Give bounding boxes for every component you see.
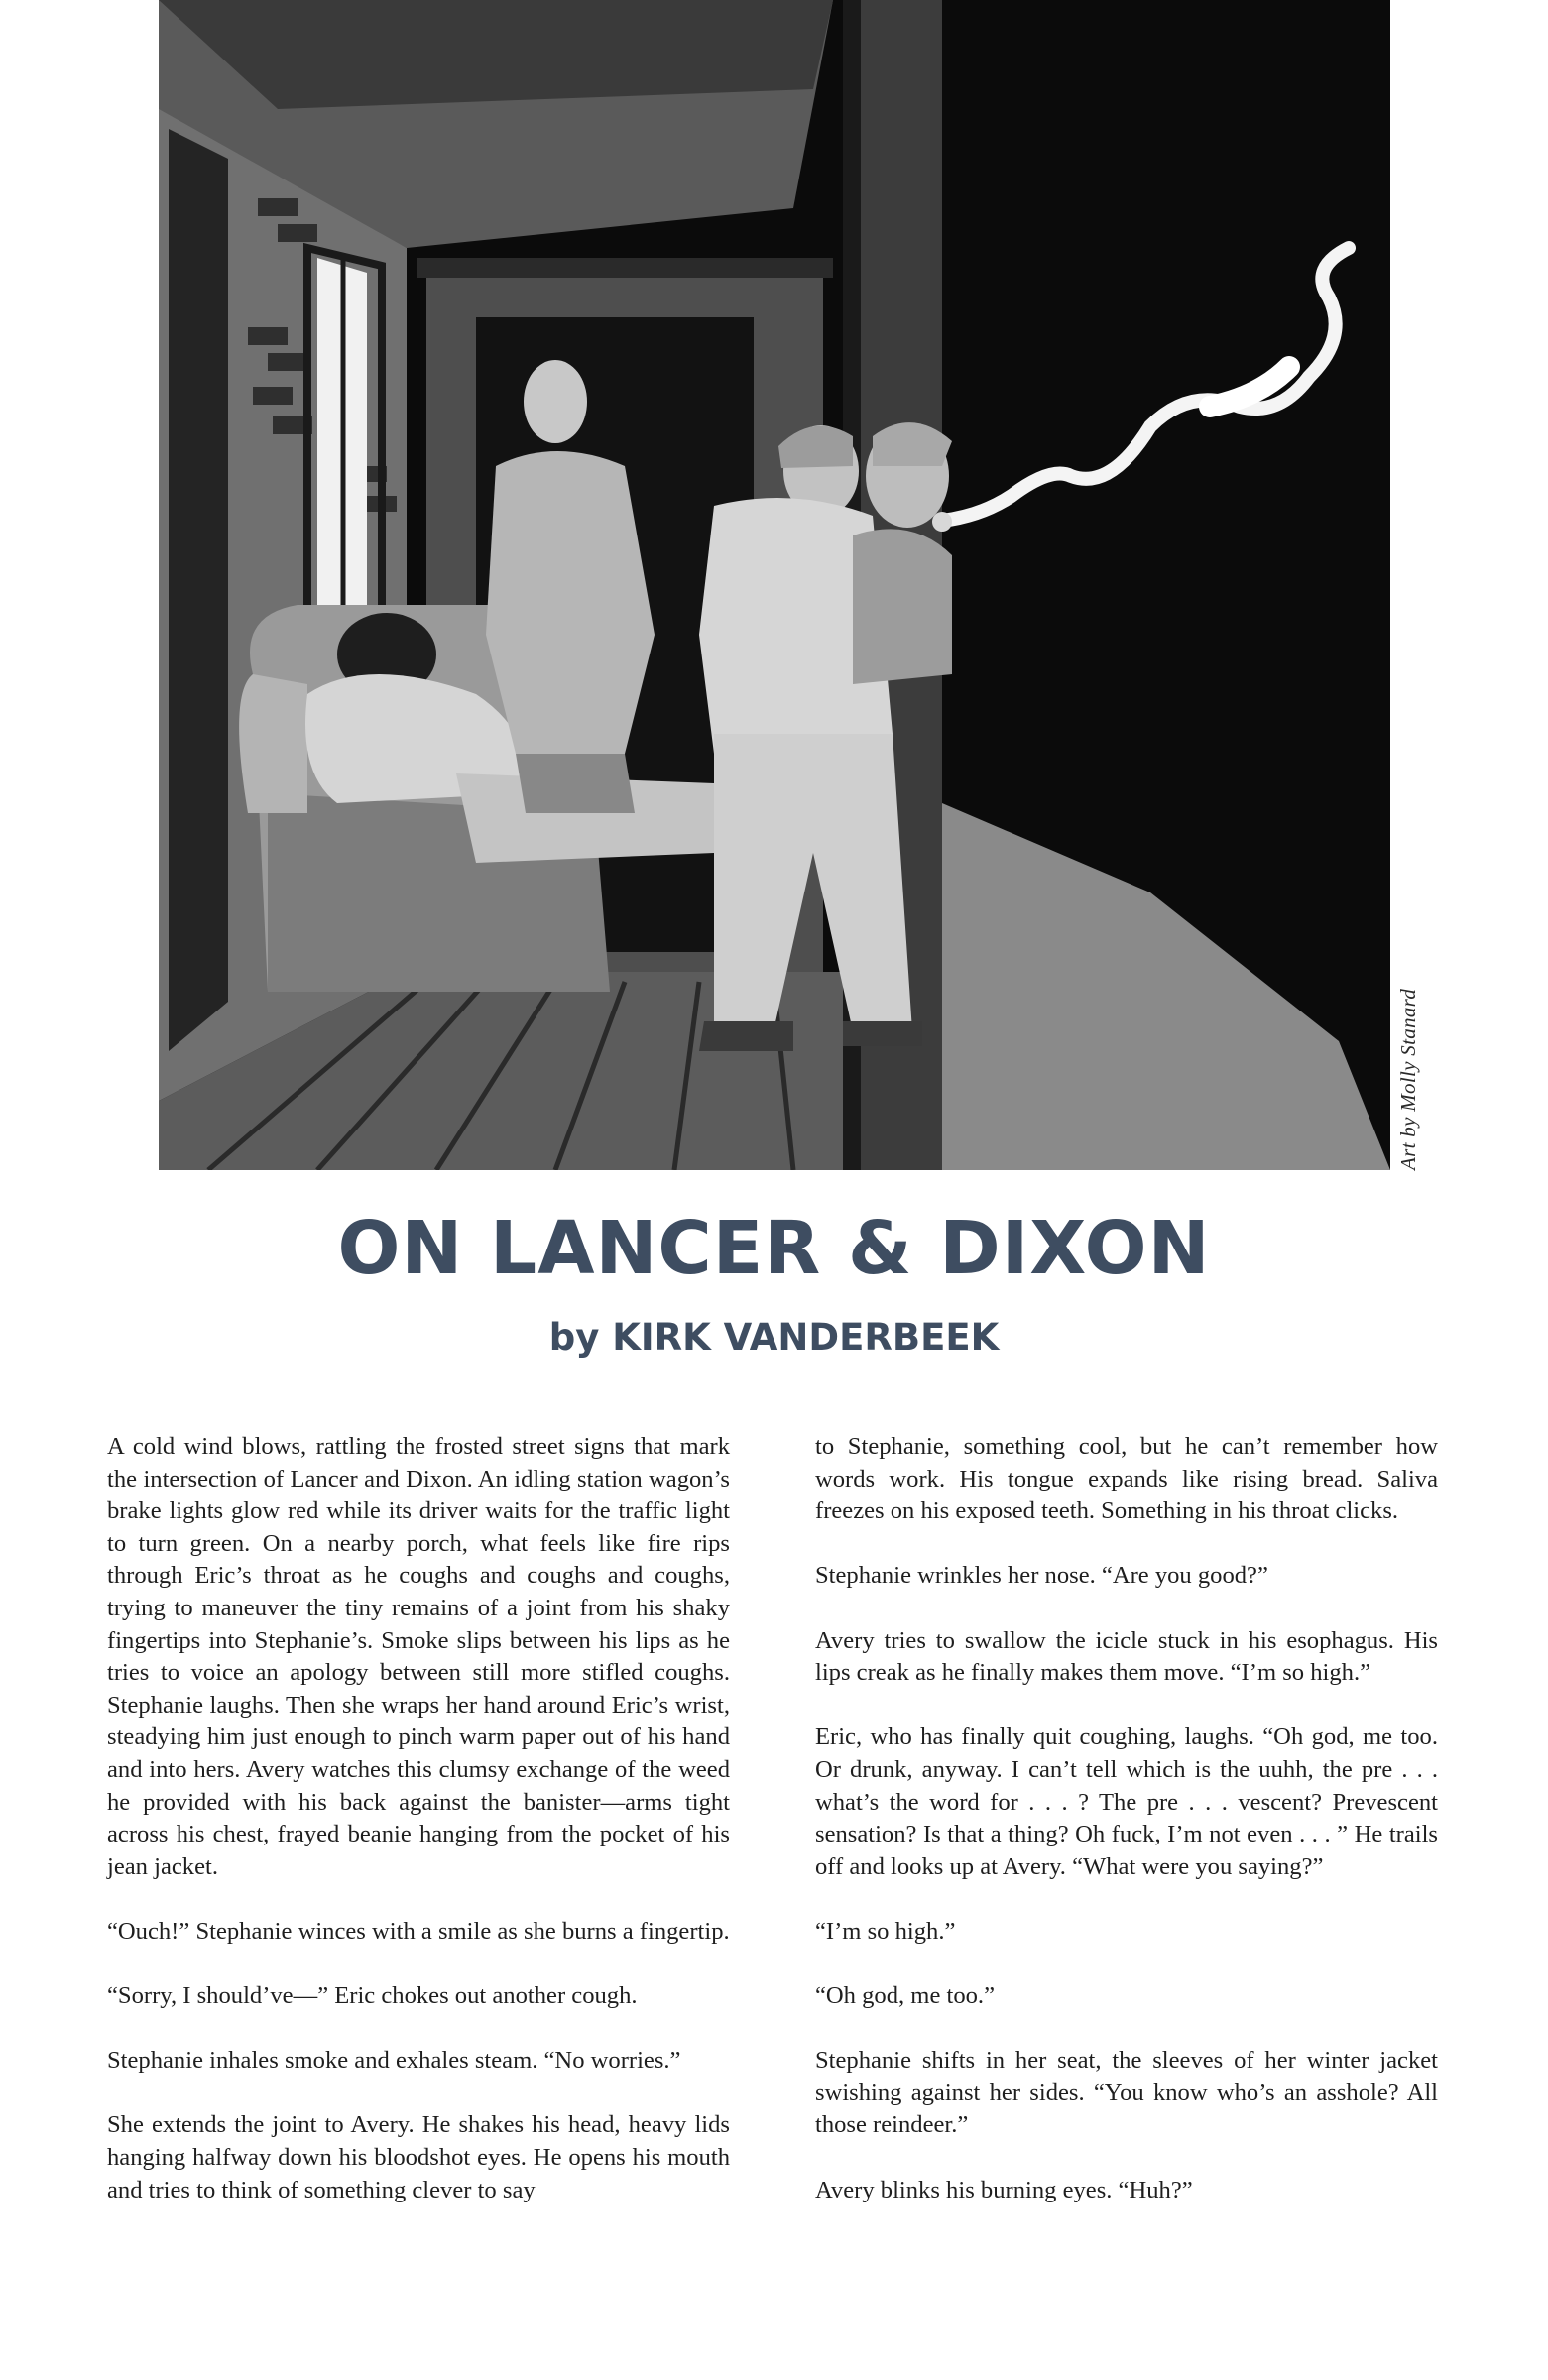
paragraph: “Sorry, I should’ve—” Eric chokes out another cough.: [107, 1982, 638, 2010]
paragraph: “Ouch!” Stephanie winces with a smile as she burns a fingertip.: [107, 1917, 730, 1945]
paragraph: She extends the joint to Avery. He shakes his head, heavy lids hanging halfway down his bloodshot eyes. He opens his mouth and tries to think of something clever to say: [107, 2111, 730, 2203]
paragraph: “Oh god, me too.”: [815, 1982, 995, 2010]
paragraph: “I’m so high.”: [815, 1917, 956, 1945]
paragraph: to Stephanie, something cool, but he can’t remember how words work. His tongue expands like rising bread. Saliva freezes on his exposed teeth. Something in his throat clicks.: [815, 1433, 1438, 1525]
art-credit: Art by Molly Stanard: [1396, 988, 1420, 1170]
text-column-left: [107, 1431, 730, 2239]
text-column-right: [815, 1431, 1438, 2239]
paragraph: Avery tries to swallow the icicle stuck in his esophagus. His lips creak as he finally makes them move. “I’m so high.”: [815, 1626, 1438, 1687]
paragraph: Stephanie shifts in her seat, the sleeves of her winter jacket swishing against her sides. “You know who’s an asshole? All those reindeer.”: [815, 2047, 1438, 2139]
paragraph: Eric, who has finally quit coughing, laughs. “Oh god, me too. Or drunk, anyway. I can’t tell which is the uuhh, the pre . . . what’s the word for . . . ? The pre . . . vescent? Prevescent sensation? Is that a thing? Oh fuck, I’m not even . . . ” He trails off and looks up at Avery. “What were you saying?”: [815, 1724, 1438, 1880]
paragraph: Stephanie wrinkles her nose. “Are you good?”: [815, 1562, 1268, 1590]
story-illustration: [159, 0, 1390, 1170]
paragraph: A cold wind blows, rattling the frosted street signs that mark the intersection of Lancer and Dixon. An idling station wagon’s brake lights glow red while its driver waits for the traffic light to turn green. On a nearby porch, what feels like fire rips through Eric’s throat as he coughs and coughs and coughs, trying to maneuver the tiny remains of a joint from his shaky fingertips into Stephanie’s. Smoke slips between his lips as he tries to voice an apology between still more stifled coughs. Stephanie laughs. Then she wraps her hand around Eric’s wrist, steadying him just enough to pinch warm paper out of his hand and into hers. Avery watches this clumsy exchange of the weed he provided with his back against the banister—arms tight across his chest, frayed beanie hanging from the pocket of his jean jacket.: [107, 1433, 730, 1880]
porch-scene-image: [159, 0, 1390, 1170]
article-title: ON LANCER & DIXON: [337, 1206, 1211, 1291]
article-byline: by KIRK VANDERBEEK: [548, 1316, 1000, 1359]
paragraph: Avery blinks his burning eyes. “Huh?”: [815, 2176, 1193, 2203]
paragraph: Stephanie inhales smoke and exhales steam. “No worries.”: [107, 2047, 681, 2075]
